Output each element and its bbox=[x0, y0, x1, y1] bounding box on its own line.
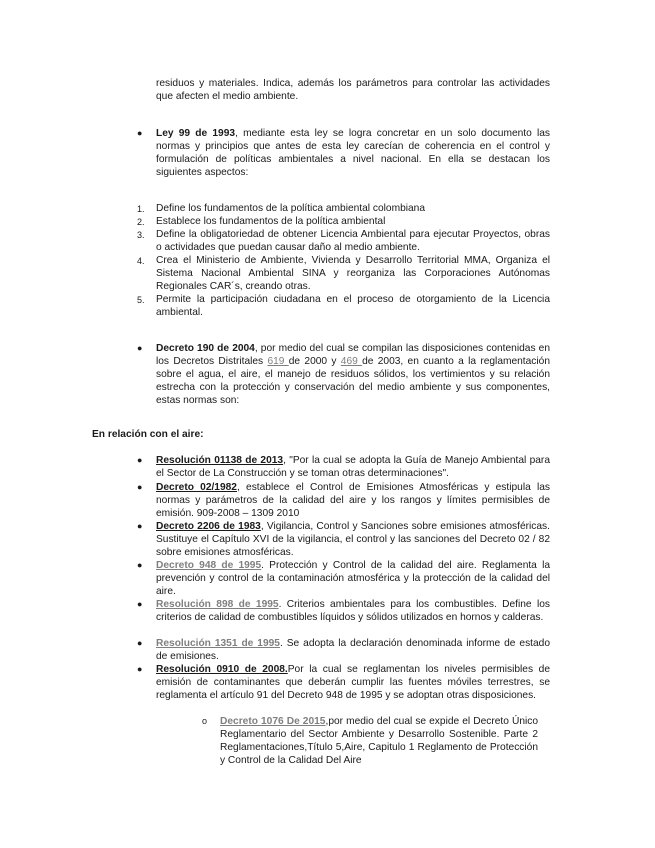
intro-paragraph: residuos y materiales. Indica, además los parámetros para controlar las actividades que afecten el medio ambiente. bbox=[156, 78, 550, 102]
section-heading: En relación con el aire: bbox=[92, 429, 204, 440]
list-number: 1. bbox=[137, 204, 145, 214]
decreto190-text: de 2000 y bbox=[288, 356, 341, 367]
aspect-item: Define la obligatoriedad de obtener Licencia Ambiental para ejecutar Proyectos, obras o actividades que puedan causar daño al medio ambiente. bbox=[156, 229, 550, 253]
list-number: 3. bbox=[137, 230, 145, 240]
norm-title: Resolución 01138 de 2013 bbox=[156, 455, 284, 466]
norm-text: ,por medio del cual se expide el Decreto Único Reglamentario del Sector Ambiente y Desarrollo Sostenible. Parte 2 Reglamentaciones,Título 5,Aire, Capitulo 1 Reglamento de Protección y Control de la Calidad Del Aire bbox=[220, 716, 539, 766]
list-number: 4. bbox=[137, 256, 145, 266]
decreto-619-link[interactable]: 619 bbox=[267, 356, 289, 367]
aspect-item: Permite la participación ciudadana en el proceso de otorgamiento de la Licencia ambiental. bbox=[156, 294, 550, 318]
decreto190-paragraph bbox=[156, 342, 550, 407]
norm-text: . Criterios ambientales para los combustibles. Define los criterios de calidad de combustibles líquidos y sólidos utilizados en hornos y calderas. bbox=[156, 599, 550, 623]
ley99-text: , mediante esta ley se logra concretar en un solo documento las normas y principios que antes de esta ley carecían de coherencia en el control y formulación de políticas ambientales a nivel nacional. En ella se destacan los siguientes aspectos: bbox=[156, 128, 550, 178]
bullet-icon: ● bbox=[137, 560, 143, 570]
sub-item bbox=[220, 715, 538, 767]
norm-text: , establece el Control de Emisiones Atmosféricas y estipula las normas y parámetros de la calidad del aire y los rangos y límites permisibles de emisión. 909-2008 – 1309 2010 bbox=[156, 482, 550, 519]
aire-item bbox=[156, 663, 550, 702]
norm-title: Resolución 0910 de 2008. bbox=[156, 664, 288, 675]
circle-bullet-icon: o bbox=[202, 716, 208, 726]
aspect-item: Establece los fundamentos de la política ambiental bbox=[156, 216, 386, 227]
bullet-icon: ● bbox=[137, 664, 143, 674]
bullet-icon: ● bbox=[137, 343, 143, 353]
aire-item bbox=[156, 598, 550, 624]
resolucion-1351-link[interactable]: Resolución 1351 de 1995 bbox=[156, 638, 280, 649]
decreto190-text: de 2003, en cuanto a la reglamentación sobre el agua, el aire, el manejo de residuos sólidos, los vertimientos y su relación estrecha con la protección y conservación del medio ambiente y sus componentes, estas normas son: bbox=[156, 356, 550, 406]
list-number: 5. bbox=[137, 295, 145, 305]
decreto-469-link[interactable]: 469 bbox=[340, 356, 363, 367]
bullet-icon: ● bbox=[137, 455, 143, 465]
bullet-icon: ● bbox=[137, 599, 143, 609]
aire-item bbox=[156, 520, 550, 559]
decreto-1076-link[interactable]: Decreto 1076 De 2015 bbox=[220, 716, 326, 727]
decreto190-text: , por medio del cual se compilan las disposiciones contenidas en los Decretos Distritales bbox=[156, 343, 550, 367]
list-number: 2. bbox=[137, 217, 145, 227]
bullet-icon: ● bbox=[137, 128, 143, 138]
resolucion-898-link[interactable]: Resolución 898 de 1995 bbox=[156, 599, 279, 610]
norm-title: Decreto 02/1982 bbox=[156, 482, 237, 493]
bullet-icon: ● bbox=[137, 482, 143, 492]
aire-item bbox=[156, 481, 550, 520]
norm-title: Decreto 2206 de 1983 bbox=[156, 521, 261, 532]
norm-text: . Protección y Control de la calidad del aire. Reglamenta la prevención y control de la contaminación atmosférica y la protección de la calidad del aire. bbox=[156, 560, 550, 597]
norm-text: Por la cual se reglamentan los niveles permisibles de emisión de contaminantes que deberán cumplir las fuentes móviles terrestres, se reglamenta el artículo 91 del Decreto 948 de 1995 y se adoptan otras disposiciones. bbox=[156, 664, 550, 701]
decreto-948-link[interactable]: Decreto 948 de 1995 bbox=[156, 560, 262, 571]
norm-text: . Se adopta la declaración denominada informe de estado de emisiones. bbox=[156, 638, 550, 662]
ley99-paragraph bbox=[156, 127, 550, 179]
aspect-item: Crea el Ministerio de Ambiente, Vivienda y Desarrollo Territorial MMA, Organiza el Sistema Nacional Ambiental SINA y reorganiza las Corporaciones Autónomas Regionales CAR´s, creando otras. bbox=[156, 255, 550, 292]
bullet-icon: ● bbox=[137, 638, 143, 648]
aire-item bbox=[156, 637, 550, 663]
bullet-icon: ● bbox=[137, 521, 143, 531]
ley99-title: Ley 99 de 1993 bbox=[156, 128, 236, 139]
decreto190-title: Decreto 190 de 2004 bbox=[156, 343, 255, 354]
aspect-item: Define los fundamentos de la política ambiental colombiana bbox=[156, 203, 425, 214]
norm-text: , Vigilancia, Control y Sanciones sobre emisiones atmosféricas. Sustituye el Capítulo XVI de la vigilancia, el control y las sanciones del Decreto 02 / 82 sobre emisiones atmosféricas. bbox=[156, 521, 550, 558]
aire-item bbox=[156, 559, 550, 598]
aire-item bbox=[156, 454, 550, 480]
norm-text: , "Por la cual se adopta la Guía de Manejo Ambiental para el Sector de La Construcción y se toman otras determinaciones". bbox=[156, 455, 550, 479]
